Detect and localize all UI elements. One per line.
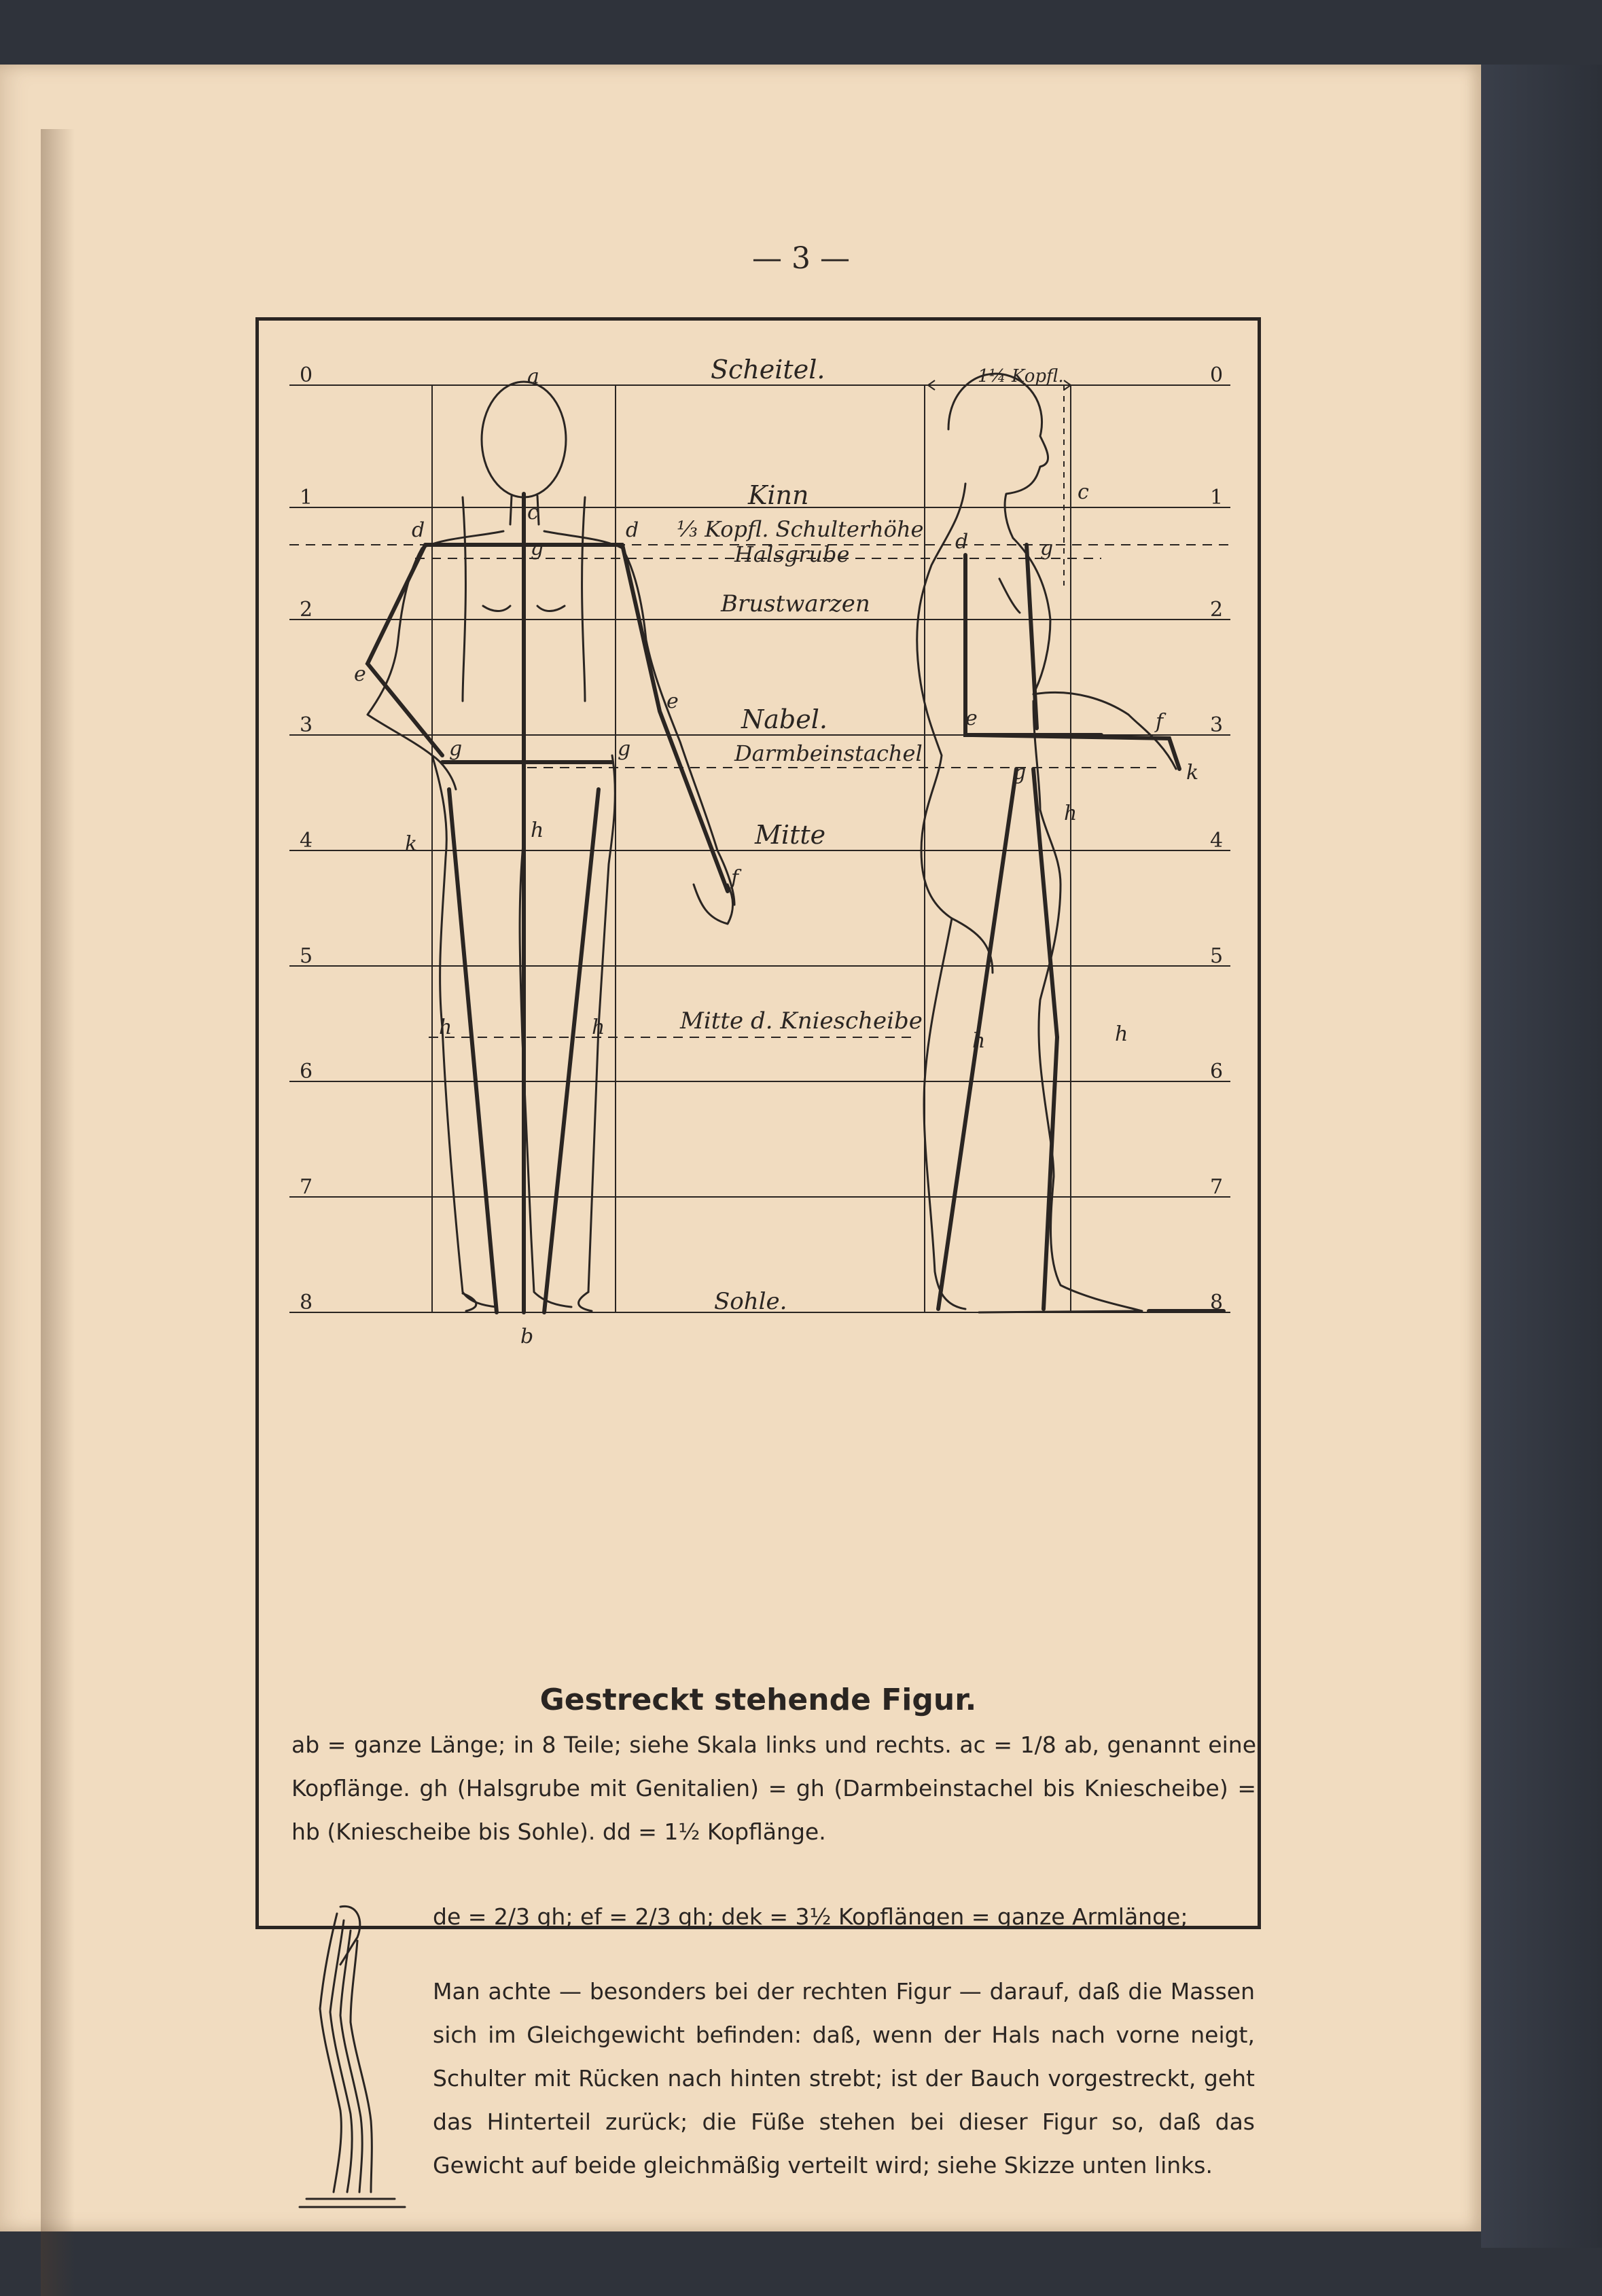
scale-right-7: 7: [1210, 1175, 1224, 1199]
label-scheitel: Scheitel.: [711, 355, 825, 384]
proportion-diagram: [259, 321, 1258, 1348]
front-point-e-left: e: [354, 662, 366, 686]
scale-left-1: 1: [300, 486, 313, 509]
side-point-h-knee-right: h: [1115, 1022, 1128, 1046]
side-point-g-bottom: g: [1013, 761, 1027, 785]
front-point-d-left: d: [412, 518, 425, 542]
scale-left-5: 5: [300, 944, 313, 968]
label-darmbeinstachel: Darmbeinstachel: [734, 740, 923, 766]
guide-lines: [289, 545, 1230, 1037]
scale-left-0: 0: [300, 363, 313, 387]
label-kinn: Kinn: [748, 480, 809, 510]
label-sohle: Sohle.: [714, 1288, 787, 1315]
front-point-b: b: [520, 1325, 534, 1348]
side-figure: [917, 374, 1176, 1312]
scale-left-3: 3: [300, 713, 313, 737]
side-point-c: c: [1078, 480, 1089, 504]
side-point-k: k: [1186, 761, 1199, 785]
spine-shadow: [41, 129, 75, 2296]
side-point-d: d: [955, 530, 969, 554]
scale-right: [1210, 363, 1223, 1314]
front-point-d-right: d: [626, 518, 639, 542]
figure-plate: [255, 317, 1261, 2178]
scale-left-2: 2: [300, 598, 313, 622]
page-number: — 3 —: [752, 241, 850, 276]
scale-right-8: 8: [1210, 1291, 1224, 1314]
front-point-h-center: h: [531, 819, 544, 842]
scale-right-5: 5: [1210, 944, 1224, 968]
side-point-e: e: [965, 706, 978, 730]
front-point-h-right: h: [592, 1016, 605, 1039]
label-kopfl-schulterhoehe: ⅓ Kopfl. Schulterhöhe: [677, 516, 924, 542]
scale-right-3: 3: [1210, 713, 1224, 737]
front-point-g-right: g: [618, 737, 631, 761]
label-brustwarzen: Brustwarzen: [721, 590, 870, 617]
scale-right-0: 0: [1210, 363, 1224, 387]
label-halsgrube: Halsgrube: [734, 541, 850, 567]
caption-title: Gestreckt stehende Figur.: [539, 1683, 977, 1717]
scale-right-1: 1: [1210, 486, 1224, 509]
front-point-g-left: g: [449, 737, 463, 761]
scale-left-7: 7: [300, 1175, 313, 1199]
scale-left-8: 8: [300, 1291, 313, 1314]
front-point-g-top: g: [531, 537, 544, 560]
book-cover-edge: [1481, 65, 1602, 2248]
front-measure-lines: [368, 494, 728, 1312]
scale-right-4: 4: [1210, 829, 1224, 853]
scale-left-4: 4: [300, 829, 313, 853]
label-mitte-kniescheibe: Mitte d. Kniescheibe: [680, 1007, 923, 1035]
scale-right-2: 2: [1210, 598, 1224, 622]
side-measure-lines: [938, 545, 1224, 1311]
front-point-c: c: [527, 501, 539, 524]
caption-paragraph-2: de = 2/3 gh; ef = 2/3 gh; dek = 3½ Kopflängen = ganze Armlänge;: [433, 1903, 1188, 1930]
label-mitte: Mitte: [755, 820, 826, 850]
front-point-h-left: h: [439, 1016, 452, 1039]
front-point-k: k: [405, 832, 418, 856]
caption-paragraph-1: ab = ganze Länge; in 8 Teile; siehe Skala links und rechts. ac = 1/8 ab, genannt eine Kopflänge. gh (Halsgrube mit Genitalien) = gh (Darmbeinstachel bis Kniescheibe) = hb (Kniescheibe bis Sohle). dd = 1½ Kopflänge.: [291, 1732, 1256, 1845]
label-nabel: Nabel.: [741, 704, 827, 734]
side-point-g-top: g: [1040, 537, 1054, 560]
scale-left: [300, 363, 313, 1314]
balance-sketch: [293, 1900, 408, 2212]
cover-top: [0, 0, 1602, 75]
front-point-e-right: e: [666, 689, 679, 713]
front-point-f: f: [731, 866, 739, 890]
side-point-h-hip: h: [1064, 802, 1078, 825]
side-point-f: f: [1156, 710, 1164, 734]
label-kopflaenge-marker: 1¼ Kopfl.: [978, 366, 1064, 387]
side-point-h-knee-left: h: [972, 1029, 986, 1053]
front-point-letters: [354, 365, 742, 1348]
scale-right-6: 6: [1210, 1060, 1224, 1083]
caption-paragraph-3: Man achte — besonders bei der rechten Figur — darauf, daß die Massen sich im Gleichgewicht befinden: daß, wenn der Hals nach vorne neigt, Schulter mit Rücken nach hinten strebt; ist der Bauch vorgestreckt, geht das Hinterteil zurück; die Füße stehen bei dieser Figur so, daß das Gewicht auf beide gleichmäßig verteilt wird; siehe Skizze unten links.: [433, 1978, 1255, 2178]
scale-left-6: 6: [300, 1060, 313, 1083]
front-point-a: a: [527, 365, 539, 389]
